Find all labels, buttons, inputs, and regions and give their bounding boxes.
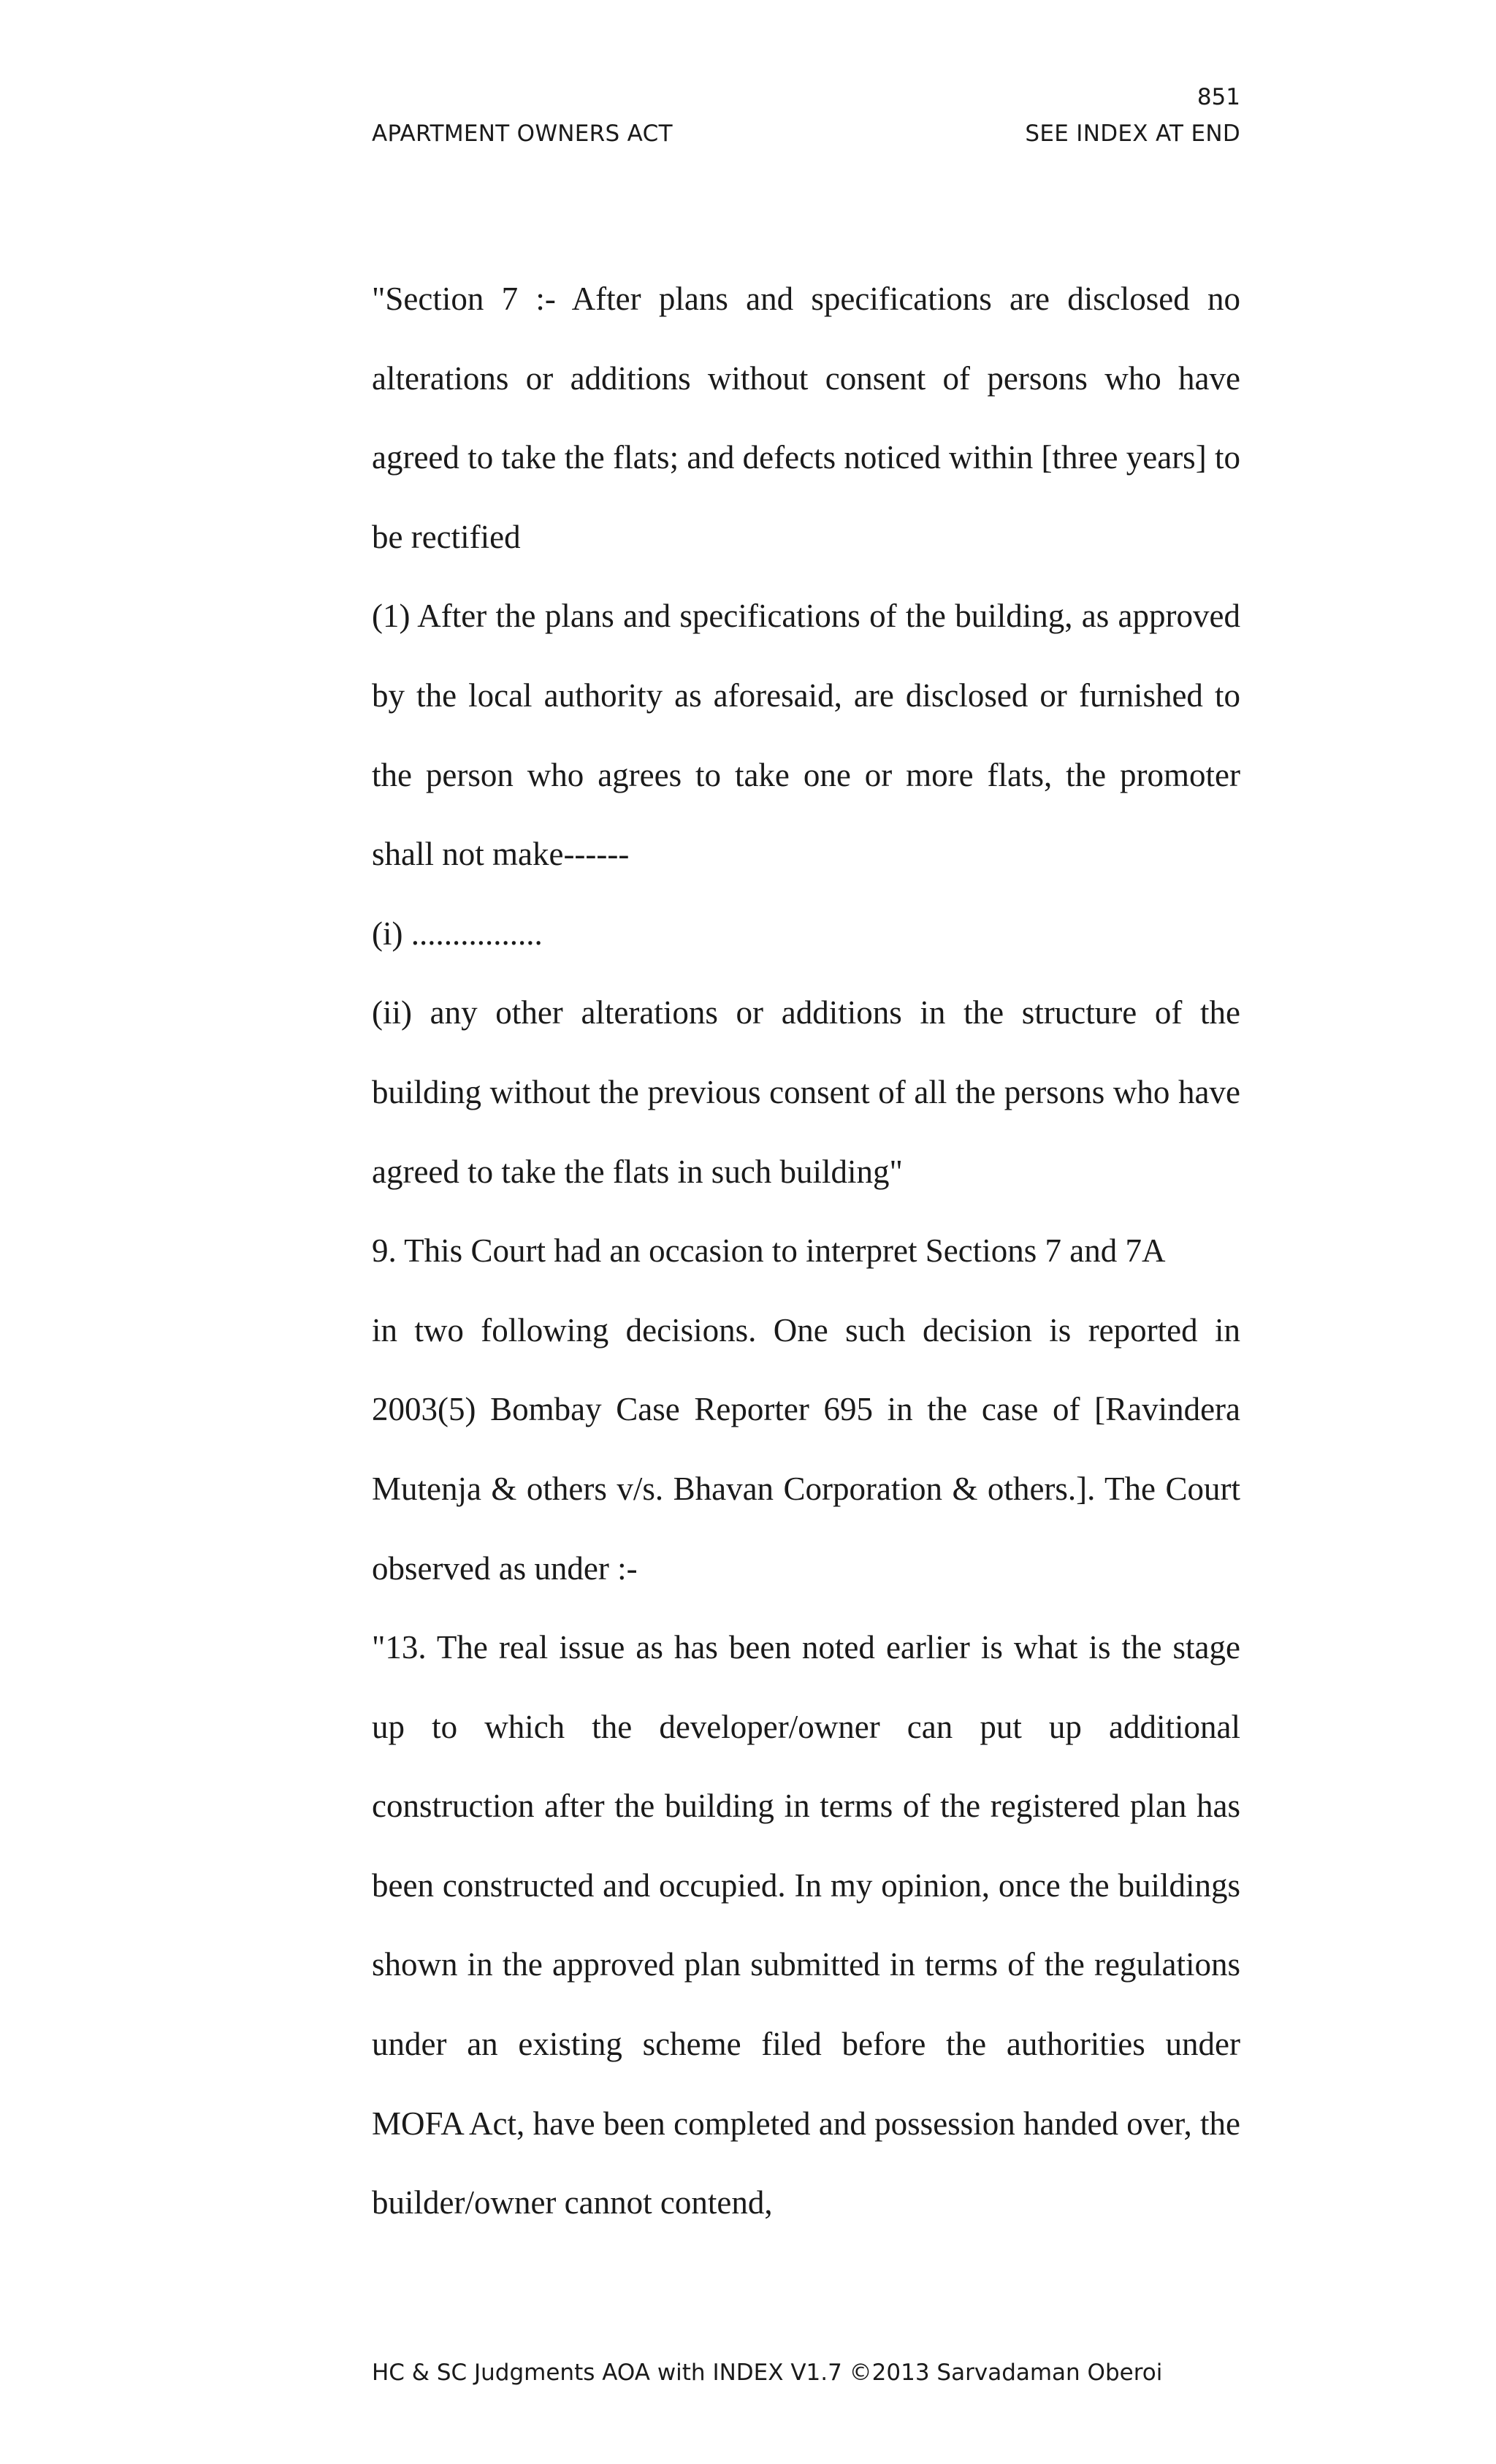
paragraph-section-7-heading: "Section 7 :- After plans and specifications are disclosed no alterations or additions without consent of persons who have agreed to take the flats; and defects noticed within [three years] to be rectified [372, 281, 1240, 555]
paragraph-clause-i: (i) ................ [372, 915, 543, 952]
running-header-index-note: SEE INDEX AT END [1025, 121, 1240, 147]
paragraph-quoted-13: "13. The real issue as has been noted earlier is what is the stage up to which the developer/owner can put up additional construction after the building in terms of the registered plan has been constructed and occupied. In my opinion, once the buildings shown in the approved plan submitted in terms of the regulations under an existing scheme filed before the authorities under MOFA Act, have been completed and possession handed over, the builder/owner cannot contend, [372, 1629, 1240, 2221]
paragraph-9-intro: 9. This Court had an occasion to interpret Sections 7 and 7A [372, 1232, 1166, 1270]
paragraph-clause-ii: (ii) any other alterations or additions in the structure of the building without the previous consent of all the persons who have agreed to take the flats in such building" [372, 994, 1240, 1190]
paragraph-subsection-1: (1) After the plans and specifications of the building, as approved by the local authority as aforesaid, are disclosed or furnished to the person who agrees to take one or more flats, the promoter shall not make------ [372, 598, 1240, 873]
running-header-title: APARTMENT OWNERS ACT [372, 121, 673, 147]
paragraph-decision-citation: in two following decisions. One such decision is reported in 2003(5) Bombay Case Reporter 695 in the case of [Ravindera Mutenja & others v/s. Bhavan Corporation & others.]. The Court observed as under :- [372, 1311, 1240, 1587]
page-number: 851 [1197, 84, 1240, 110]
document-body [372, 259, 1240, 2243]
page-footer: HC & SC Judgments AOA with INDEX V1.7 ©2013 Sarvadaman Oberoi [372, 2360, 1163, 2386]
